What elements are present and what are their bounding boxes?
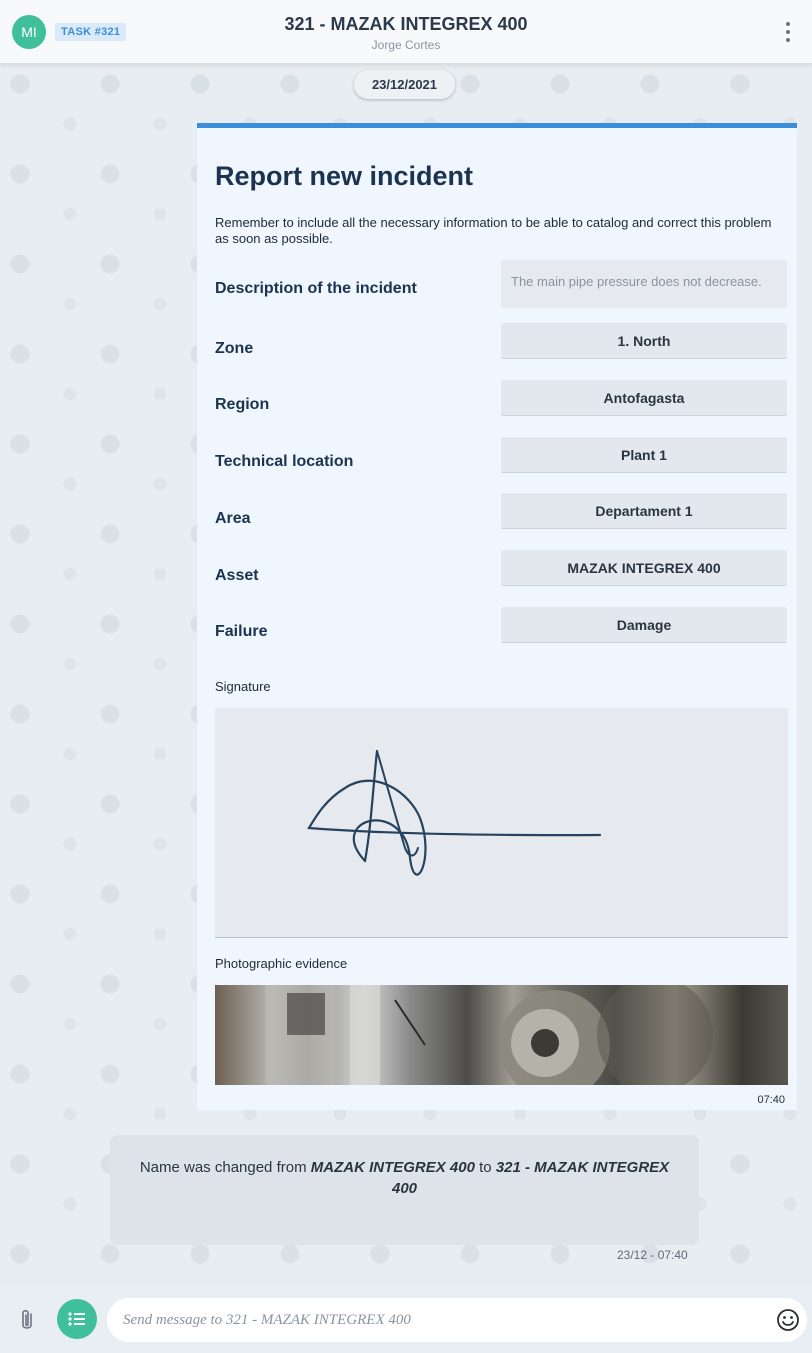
asset-label: Asset [215,567,259,584]
signature-drawing [215,708,788,938]
system-message-time: 23/12 - 07:40 [617,1248,688,1262]
technical-location-select[interactable]: Plant 1 [501,437,787,473]
task-badge[interactable]: TASK #321 [55,23,126,41]
system-message-middle: to [474,1159,496,1176]
chat-subtitle: Jorge Cortes [371,38,441,52]
date-divider: 23/12/2021 [354,70,455,99]
asset-select[interactable]: MAZAK INTEGREX 400 [501,550,787,586]
more-options-icon[interactable] [780,22,796,42]
chat-header [0,0,812,64]
signature-pad[interactable] [215,708,788,938]
system-message [110,1135,699,1245]
technical-location-label: Technical location [215,453,354,470]
region-label: Region [215,396,270,413]
area-select[interactable]: Departament 1 [501,493,787,529]
incident-report-card [197,123,797,1110]
chat-title: 321 - MAZAK INTEGREX 400 [284,14,528,34]
failure-select[interactable]: Damage [501,607,787,643]
paperclip-icon[interactable] [16,1308,38,1332]
report-title: Report new incident [215,161,474,191]
zone-label: Zone [215,340,254,357]
machine-photo-image [215,985,788,1085]
emoji-icon[interactable] [776,1308,800,1332]
old-name: MAZAK INTEGREX 400 [310,1159,475,1176]
message-composer [0,1286,812,1353]
new-name: 321 - MAZAK INTEGREX 400 [391,1159,670,1197]
zone-select[interactable]: 1. North [501,323,787,359]
report-time: 07:40 [757,1094,785,1106]
area-label: Area [215,510,251,527]
message-input[interactable] [107,1298,807,1342]
description-field[interactable]: The main pipe pressure does not decrease. [501,260,787,308]
photo-label: Photographic evidence [215,956,348,971]
avatar[interactable]: MI [12,15,46,49]
list-icon [67,1311,87,1327]
report-intro: Remember to include all the necessary information to be able to catalog and correct this problem as soon as possible. [215,215,772,246]
region-select[interactable]: Antofagasta [501,380,787,416]
signature-label: Signature [215,679,271,694]
list-button[interactable] [57,1299,97,1339]
failure-label: Failure [215,623,268,640]
system-message-prefix: Name was changed from [139,1159,311,1176]
evidence-photo[interactable] [215,985,788,1085]
description-label: Description of the incident [215,280,417,297]
